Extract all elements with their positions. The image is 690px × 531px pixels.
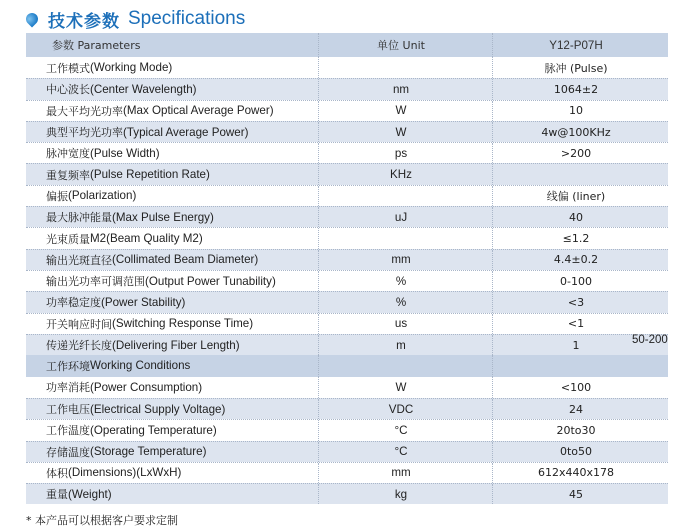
footnote: * 本产品可以根据客户要求定制 — [26, 514, 178, 527]
row-unit: kg — [394, 487, 408, 501]
row-param — [46, 250, 258, 270]
row-param-en: (Power Stability) — [101, 295, 186, 309]
row-param-en: (Working Mode) — [90, 61, 173, 75]
row-param-en: (Max Pulse Energy) — [112, 210, 214, 224]
table-row — [26, 78, 668, 99]
row-param-en: (Dimensions)(LxWxH) — [68, 466, 182, 480]
row-param-cn: 重量 — [46, 488, 68, 502]
row-param-en: (Storage Temperature) — [90, 445, 207, 459]
row-value: <100 — [560, 380, 592, 394]
table-row — [26, 291, 668, 312]
row-unit: °C — [394, 423, 408, 437]
column-divider — [492, 355, 493, 377]
table-row — [26, 462, 668, 483]
row-param-en: (Pulse Width) — [90, 146, 160, 160]
row-param-cn: 功率消耗 — [46, 381, 90, 395]
heading-title-en: Specifications — [128, 8, 246, 29]
row-param-en: (Output Power Tunability) — [145, 274, 276, 288]
row-param-cn: 输出光功率可调范围 — [46, 275, 145, 289]
row-unit: uJ — [394, 210, 408, 224]
row-param — [46, 228, 203, 248]
row-param — [46, 463, 181, 483]
row-unit: % — [395, 274, 407, 288]
table-row — [26, 142, 668, 163]
section-label — [46, 355, 190, 377]
row-param-en: (Pulse Repetition Rate) — [90, 168, 210, 182]
header-model: Y12-P07H — [549, 38, 603, 52]
row-param-cn: 工作温度 — [46, 424, 90, 438]
row-unit: m — [396, 338, 406, 352]
row-value: 20to30 — [556, 423, 596, 437]
side-note: 50-200 — [632, 334, 668, 346]
row-unit: mm — [391, 253, 411, 267]
row-value: <1 — [567, 317, 585, 331]
row-param-cn: 中心波长 — [46, 83, 90, 97]
table-row — [26, 121, 668, 142]
row-unit: W — [395, 125, 407, 139]
row-param — [46, 207, 214, 227]
table-row — [26, 249, 668, 270]
row-param-en: M2(Beam Quality M2) — [90, 232, 203, 246]
row-param — [46, 377, 202, 398]
row-value: 线偏 (liner) — [546, 189, 606, 203]
table-row — [26, 398, 668, 419]
row-value: 612x440x178 — [537, 466, 614, 480]
row-param — [46, 101, 274, 121]
row-param — [46, 399, 225, 419]
row-value: 0to50 — [559, 445, 593, 459]
table-row — [26, 185, 668, 206]
row-param-cn: 工作模式 — [46, 61, 90, 75]
row-unit — [316, 57, 486, 78]
row-param-en: (Collimated Beam Diameter) — [112, 253, 259, 267]
row-param — [46, 335, 240, 355]
row-param-en: (Weight) — [68, 487, 112, 501]
heading-title-cn: 技术参数 — [48, 11, 120, 32]
row-unit: ps — [394, 146, 408, 160]
row-unit: us — [394, 317, 408, 331]
row-value: 45 — [569, 487, 583, 501]
row-param — [46, 420, 217, 440]
table-row — [26, 100, 668, 121]
table-row — [26, 334, 668, 355]
row-param-cn: 输出光斑直径 — [46, 253, 112, 267]
conditions-rows-group — [26, 377, 668, 505]
row-param-cn: 典型平均光功率 — [46, 126, 123, 140]
row-param — [46, 186, 136, 206]
row-value: 24 — [569, 402, 583, 416]
table-row — [26, 206, 668, 227]
row-unit: W — [395, 380, 407, 394]
row-value: 1064±2 — [553, 82, 599, 96]
table-row — [26, 163, 668, 184]
row-param-cn: 最大平均光功率 — [46, 104, 123, 118]
row-param-cn: 工作电压 — [46, 403, 90, 417]
row-param-cn: 功率稳定度 — [46, 296, 101, 310]
spec-table — [26, 33, 668, 504]
row-param — [46, 314, 253, 334]
row-param-en: (Center Wavelength) — [90, 82, 197, 96]
row-param — [46, 292, 185, 312]
row-value: 脉冲 (Pulse) — [544, 61, 608, 75]
table-row — [26, 313, 668, 334]
table-row — [26, 483, 668, 504]
row-value: 10 — [569, 104, 583, 118]
table-row — [26, 441, 668, 462]
row-param — [46, 442, 206, 462]
row-value — [486, 164, 666, 184]
row-value: 0-100 — [560, 274, 592, 288]
column-divider — [318, 355, 319, 377]
section-heading — [24, 6, 245, 32]
row-param-en: (Switching Response Time) — [112, 317, 254, 331]
row-param-en: (Power Consumption) — [90, 380, 203, 394]
header-unit: 单位 Unit — [377, 39, 425, 52]
row-value: ≤1.2 — [562, 232, 590, 246]
row-param-cn: 最大脉冲能量 — [46, 211, 112, 225]
section-label-en: Working Conditions — [90, 359, 191, 373]
row-unit: KHz — [390, 168, 412, 182]
table-row — [26, 57, 668, 78]
spec-rows-group — [26, 57, 668, 355]
row-param-cn: 偏振 — [46, 189, 68, 203]
row-param-en: (Max Optical Average Power) — [123, 104, 274, 118]
row-value: 40 — [569, 210, 583, 224]
row-value: 4w@100KHz — [541, 125, 611, 139]
row-unit: W — [395, 104, 407, 118]
row-unit: mm — [391, 466, 411, 480]
row-param — [46, 79, 197, 99]
table-row — [26, 377, 668, 398]
row-param — [46, 57, 172, 78]
row-param — [46, 143, 160, 163]
row-param-en: (Delivering Fiber Length) — [112, 338, 240, 352]
row-value: >200 — [560, 146, 592, 160]
table-row — [26, 227, 668, 248]
row-param-cn: 开关响应时间 — [46, 317, 112, 331]
row-param-cn: 存储温度 — [46, 445, 90, 459]
row-param — [46, 164, 210, 184]
row-param-cn: 脉冲宽度 — [46, 147, 90, 161]
row-value: <3 — [567, 295, 585, 309]
table-row — [26, 270, 668, 291]
blue-drop-bullet-icon — [24, 11, 41, 28]
row-param-cn: 传递光纤长度 — [46, 339, 112, 352]
row-unit: % — [395, 295, 407, 309]
row-param-en: (Operating Temperature) — [90, 423, 217, 437]
row-unit: nm — [392, 82, 410, 96]
row-value: 4.4±0.2 — [553, 253, 599, 267]
section-label-cn: 工作环境 — [46, 359, 90, 373]
section-row-working-conditions — [26, 355, 668, 377]
table-row — [26, 419, 668, 440]
row-unit — [316, 228, 486, 248]
row-value: 1 — [572, 338, 580, 352]
table-header-row — [26, 33, 668, 57]
header-param: 参数 Parameters — [52, 39, 141, 52]
row-param — [46, 484, 112, 504]
row-param-en: (Typical Average Power) — [123, 125, 249, 139]
row-param — [46, 122, 248, 142]
row-unit: VDC — [388, 402, 414, 416]
row-param-cn: 光束质量 — [46, 232, 90, 246]
row-param-en: (Electrical Supply Voltage) — [90, 402, 226, 416]
row-param-en: (Polarization) — [68, 189, 137, 203]
row-param-cn: 体积 — [46, 466, 68, 480]
row-unit — [316, 186, 486, 206]
row-unit: °C — [394, 445, 408, 459]
row-param-cn: 重复频率 — [46, 168, 90, 182]
row-param — [46, 271, 276, 291]
